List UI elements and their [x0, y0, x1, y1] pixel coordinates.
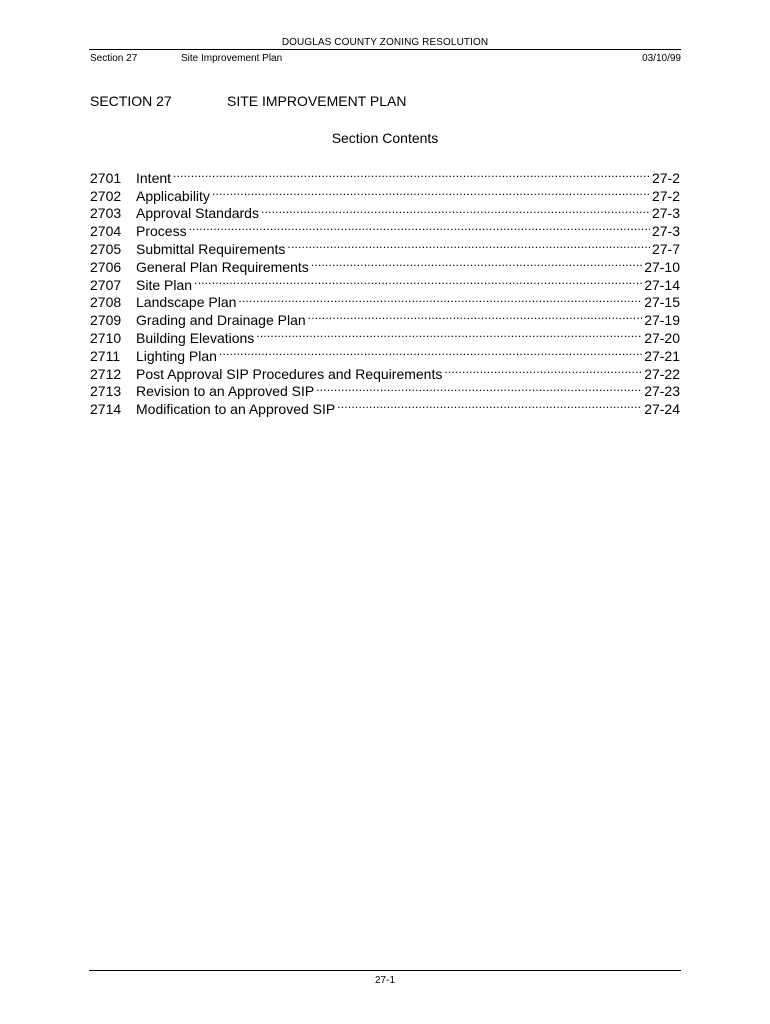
toc-dot-leader	[337, 396, 642, 414]
toc-dot-leader	[287, 236, 650, 254]
toc-dot-leader	[238, 290, 642, 308]
toc-entry-page: 27-2	[651, 187, 680, 204]
toc-entry-number: 2707	[90, 276, 122, 293]
toc-entry-page: 27-20	[644, 329, 680, 346]
toc-entry-label: Modification to an Approved SIP	[136, 401, 336, 418]
toc-entry-number: 2710	[90, 329, 122, 346]
toc-entry-label: Post Approval SIP Procedures and Requirements	[136, 365, 443, 382]
toc-dot-leader	[189, 218, 650, 236]
header-date: 03/10/99	[642, 53, 681, 64]
toc-entry-number: 2701	[90, 169, 122, 186]
toc-dot-leader	[444, 361, 642, 379]
toc-dot-leader	[256, 325, 642, 343]
document-header-title: DOUGLAS COUNTY ZONING RESOLUTION	[281, 37, 489, 48]
section-title: SITE IMPROVEMENT PLAN	[227, 93, 407, 109]
toc-entry-label: Intent	[136, 169, 172, 186]
toc-entry-number: 2706	[90, 258, 122, 275]
toc-dot-leader	[212, 183, 650, 201]
toc-entry-number: 2714	[90, 401, 122, 418]
toc-entry-number: 2704	[90, 223, 122, 240]
toc-entry-page: 27-2	[651, 169, 680, 186]
toc-dot-leader	[194, 272, 642, 290]
toc-dot-leader	[219, 343, 642, 361]
header-section-label: Section 27	[90, 53, 138, 64]
toc-entry[interactable]	[90, 165, 680, 186]
footer-rule	[89, 970, 681, 971]
toc-entry-number: 2713	[90, 383, 122, 400]
toc-entry-page: 27-14	[644, 276, 680, 293]
table-of-contents	[90, 165, 680, 418]
toc-dot-leader	[308, 307, 643, 325]
toc-entry-page: 27-3	[651, 223, 680, 240]
toc-entry-page: 27-10	[644, 258, 680, 275]
toc-entry-number: 2712	[90, 365, 122, 382]
toc-dot-leader	[311, 254, 642, 272]
toc-dot-leader	[261, 201, 650, 219]
toc-entry-number: 2705	[90, 240, 122, 257]
toc-dot-leader	[316, 379, 642, 397]
toc-entry-label: Lighting Plan	[136, 347, 217, 364]
toc-entry-label: Approval Standards	[136, 205, 259, 222]
toc-entry-number: 2708	[90, 294, 122, 311]
toc-entry[interactable]	[90, 183, 680, 204]
toc-entry-number: 2711	[90, 347, 121, 364]
footer-page-number: 27-1	[374, 975, 395, 986]
toc-dot-leader	[173, 165, 650, 183]
toc-entry-number: 2709	[90, 312, 122, 329]
toc-entry-label: Landscape Plan	[136, 294, 237, 311]
toc-entry-label: Grading and Drainage Plan	[136, 312, 306, 329]
toc-entry-number: 2703	[90, 205, 122, 222]
header-rule	[89, 49, 681, 50]
toc-entry-label: Building Elevations	[136, 329, 255, 346]
toc-entry-page: 27-24	[644, 401, 680, 418]
toc-entry-page: 27-19	[644, 312, 680, 329]
header-section-name: Site Improvement Plan	[181, 53, 283, 64]
toc-entry-number: 2702	[90, 187, 122, 204]
toc-entry-page: 27-3	[651, 205, 680, 222]
section-number: SECTION 27	[90, 93, 172, 109]
toc-entry-label: Process	[136, 223, 187, 240]
contents-heading: Section Contents	[331, 130, 439, 146]
toc-entry-label: Revision to an Approved SIP	[136, 383, 315, 400]
toc-entry-label: Submittal Requirements	[136, 240, 286, 257]
toc-entry-label: Applicability	[136, 187, 210, 204]
toc-entry-page: 27-15	[644, 294, 680, 311]
toc-entry-label: General Plan Requirements	[136, 258, 309, 275]
toc-entry-page: 27-23	[644, 383, 680, 400]
toc-entry-page: 27-21	[644, 347, 680, 364]
toc-entry-label: Site Plan	[136, 276, 193, 293]
toc-entry-page: 27-22	[644, 365, 680, 382]
toc-entry-page: 27-7	[651, 240, 680, 257]
